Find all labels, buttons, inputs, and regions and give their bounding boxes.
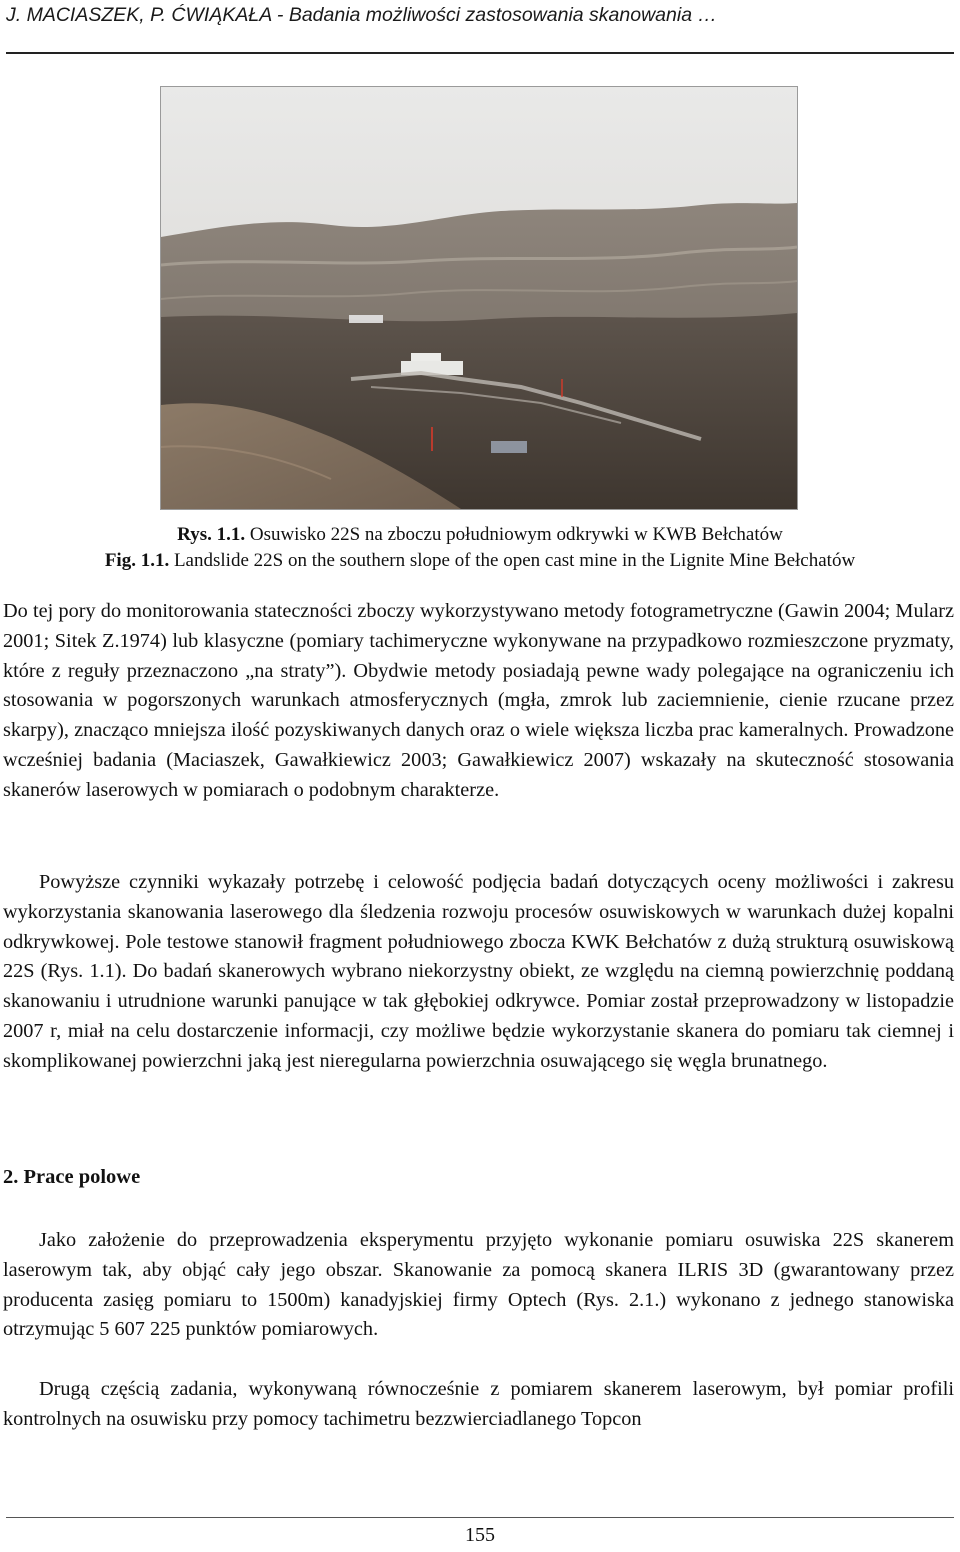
paragraph-2: Powyższe czynniki wykazały potrzebę i celowość podjęcia badań dotyczących oceny możliwości i zakresu wykorzystania skanowania laserowego dla śledzenia rozwoju procesów osuwiskowych w warunkach dużej kopalni odkrywkowej. Pole testowe stanowił fragment południowego zbocza KWK Bełchatów z dużą strukturą osuwiskową 22S (Rys. 1.1). Do badań skanerowych wybrano niekorzystny obiekt, ze względu na ciemną powierzchnię poddaną skanowaniu i utrudnione warunki panujące w tak głębokiej odkrywce. Pomiar został przeprowadzony w listopadzie 2007 r, miał na celu dostarczenie informacji, czy możliwe będzie wykorzystanie skanera do pomiaru tak ciemnej i skomplikowanej powierzchni jaką jest nieregularna powierzchnia osuwającego się węgla brunatnego. xyxy=(3,871,954,1072)
figure-label-pl: Rys. 1.1. xyxy=(177,524,246,545)
paragraph-3: Jako założenie do przeprowadzenia eksperymentu przyjęto wykonanie pomiaru osuwiska 22S skanerem laserowym tak, aby objąć cały jego obszar. Skanowanie za pomocą skanera ILRIS 3D (gwarantowany przez producenta zasięg pomiaru to 1500m) kanadyjskiej firmy Optech (Rys. 2.1.) wykonano z jednego stanowiska otrzymując 5 607 225 punktów pomiarowych. xyxy=(3,1229,954,1341)
figure-landslide-photo xyxy=(160,86,798,510)
header-divider xyxy=(6,52,954,54)
paragraph-4: Drugą częścią zadania, wykonywaną równocześnie z pomiarem skanerem laserowym, był pomiar profili kontrolnych na osuwisku przy pomocy tachimetru bezzwierciadlanego Topcon xyxy=(3,1378,954,1430)
landslide-photo-icon xyxy=(161,87,797,509)
figure-caption-en xyxy=(0,550,960,572)
figure-caption-text-en: Landslide 22S on the southern slope of the open cast mine in the Lignite Mine Bełchatów xyxy=(173,550,856,571)
section-title: 2. Prace polowe xyxy=(3,1166,141,1188)
page-number: 155 xyxy=(465,1524,495,1546)
figure-caption-pl xyxy=(0,524,960,546)
footer-divider xyxy=(6,1517,954,1518)
running-header: J. MACIASZEK, P. ĆWIĄKAŁA - Badania możliwości zastosowania skanowania … xyxy=(6,4,717,26)
paragraph-1: Do tej pory do monitorowania stateczności zboczy wykorzystywano metody fotogrametryczne (Gawin 2004; Mularz 2001; Sitek Z.1974) lub klasyczne (pomiary tachimeryczne wykonywane na przypadkowo rozmieszczone pryzmaty, które z reguły przeznaczono „na straty”). Obydwie metody posiadają pewne wady polegające na ograniczeniu ich stosowania w pogorszonych warunkach atmosferycznych (mgła, zmrok lub zaciemnienie, cienie rzucane przez skarpy), znacząco mniejsza ilość pozyskiwanych danych oraz o wiele większa liczba prac kameralnych. Prowadzone wcześniej badania (Maciaszek, Gawałkiewicz 2003; Gawałkiewicz 2007) wskazały na skuteczność stosowania skanerów laserowych w pomiarach o podobnym charakterze. xyxy=(3,600,954,801)
figure-caption-text-pl: Osuwisko 22S na zboczu południowym odkrywki w KWB Bełchatów xyxy=(249,524,783,545)
figure-label-en: Fig. 1.1. xyxy=(104,550,170,571)
